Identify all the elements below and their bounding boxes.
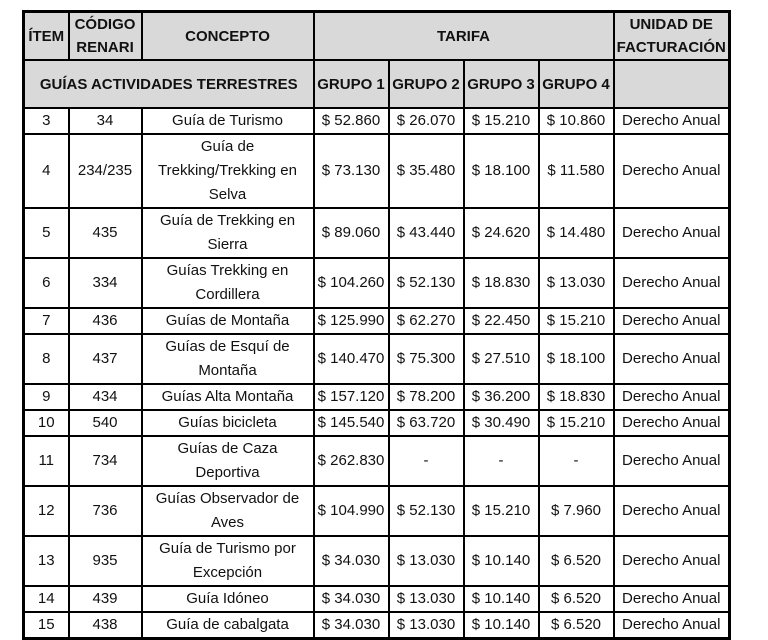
cell-concepto: Guías Alta Montaña	[142, 384, 314, 410]
cell-unidad: Derecho Anual	[614, 258, 730, 308]
cell-grupo-3: $ 30.490	[464, 410, 539, 436]
cell-concepto: Guías de Esquí de Montaña	[142, 334, 314, 384]
cell-item: 5	[24, 208, 69, 258]
table-row	[24, 258, 730, 308]
cell-grupo-2: $ 26.070	[389, 108, 464, 134]
cell-codigo: 437	[69, 334, 142, 384]
table-row	[24, 384, 730, 410]
table-row	[24, 308, 730, 334]
cell-grupo-2: $ 63.720	[389, 410, 464, 436]
cell-unidad: Derecho Anual	[614, 486, 730, 536]
cell-grupo-2: $ 35.480	[389, 134, 464, 208]
cell-grupo-4: $ 6.520	[539, 536, 614, 586]
cell-codigo: 438	[69, 612, 142, 639]
cell-codigo: 234/235	[69, 134, 142, 208]
cell-grupo-1: $ 104.260	[314, 258, 389, 308]
cell-grupo-3: $ 22.450	[464, 308, 539, 334]
tariff-table	[22, 10, 731, 640]
cell-concepto: Guía de Turismo	[142, 108, 314, 134]
cell-codigo: 436	[69, 308, 142, 334]
cell-grupo-4: $ 13.030	[539, 258, 614, 308]
cell-grupo-1: $ 34.030	[314, 536, 389, 586]
table-row	[24, 436, 730, 486]
cell-grupo-4: $ 18.100	[539, 334, 614, 384]
header-row-sub	[24, 60, 730, 108]
cell-concepto: Guía Idóneo	[142, 586, 314, 612]
header-unidad-facturacion: UNIDAD DE FACTURACIÓN	[614, 12, 730, 61]
cell-unidad: Derecho Anual	[614, 334, 730, 384]
cell-item: 4	[24, 134, 69, 208]
cell-grupo-2: $ 78.200	[389, 384, 464, 410]
cell-concepto: Guías bicicleta	[142, 410, 314, 436]
cell-concepto: Guía de Turismo por Excepción	[142, 536, 314, 586]
cell-item: 7	[24, 308, 69, 334]
cell-concepto: Guía de Trekking/Trekking en Selva	[142, 134, 314, 208]
header-row-main	[24, 12, 730, 61]
header-codigo-renari: CÓDIGO RENARI	[69, 12, 142, 61]
table-row	[24, 486, 730, 536]
cell-grupo-3: $ 15.210	[464, 486, 539, 536]
cell-grupo-1: $ 125.990	[314, 308, 389, 334]
cell-grupo-2: $ 62.270	[389, 308, 464, 334]
cell-item: 9	[24, 384, 69, 410]
cell-unidad: Derecho Anual	[614, 108, 730, 134]
cell-item: 12	[24, 486, 69, 536]
cell-codigo: 34	[69, 108, 142, 134]
cell-grupo-1: $ 262.830	[314, 436, 389, 486]
tariff-table-container	[22, 10, 731, 640]
cell-codigo: 935	[69, 536, 142, 586]
cell-concepto: Guía de cabalgata	[142, 612, 314, 639]
cell-grupo-4: $ 6.520	[539, 612, 614, 639]
cell-codigo: 540	[69, 410, 142, 436]
cell-grupo-1: $ 140.470	[314, 334, 389, 384]
section-title: GUÍAS ACTIVIDADES TERRESTRES	[24, 60, 314, 108]
header-unidad-empty	[614, 60, 730, 108]
cell-item: 6	[24, 258, 69, 308]
cell-grupo-2: $ 52.130	[389, 258, 464, 308]
cell-codigo: 435	[69, 208, 142, 258]
cell-grupo-3: $ 18.100	[464, 134, 539, 208]
cell-concepto: Guías de Montaña	[142, 308, 314, 334]
cell-grupo-1: $ 145.540	[314, 410, 389, 436]
cell-unidad: Derecho Anual	[614, 410, 730, 436]
cell-grupo-4: $ 18.830	[539, 384, 614, 410]
cell-codigo: 439	[69, 586, 142, 612]
cell-grupo-4: $ 6.520	[539, 586, 614, 612]
cell-grupo-3: $ 15.210	[464, 108, 539, 134]
cell-grupo-3: $ 10.140	[464, 536, 539, 586]
cell-grupo-4: $ 14.480	[539, 208, 614, 258]
cell-codigo: 736	[69, 486, 142, 536]
cell-concepto: Guías Observador de Aves	[142, 486, 314, 536]
cell-concepto: Guías de Caza Deportiva	[142, 436, 314, 486]
cell-item: 3	[24, 108, 69, 134]
cell-unidad: Derecho Anual	[614, 134, 730, 208]
cell-grupo-2: -	[389, 436, 464, 486]
cell-grupo-1: $ 34.030	[314, 586, 389, 612]
cell-grupo-2: $ 13.030	[389, 612, 464, 639]
cell-grupo-4: $ 15.210	[539, 308, 614, 334]
cell-unidad: Derecho Anual	[614, 612, 730, 639]
cell-grupo-4: $ 10.860	[539, 108, 614, 134]
table-row	[24, 108, 730, 134]
cell-concepto: Guía de Trekking en Sierra	[142, 208, 314, 258]
cell-unidad: Derecho Anual	[614, 536, 730, 586]
cell-item: 10	[24, 410, 69, 436]
cell-grupo-4: $ 15.210	[539, 410, 614, 436]
table-row	[24, 612, 730, 639]
cell-unidad: Derecho Anual	[614, 384, 730, 410]
cell-grupo-1: $ 34.030	[314, 612, 389, 639]
cell-grupo-1: $ 73.130	[314, 134, 389, 208]
cell-unidad: Derecho Anual	[614, 436, 730, 486]
cell-unidad: Derecho Anual	[614, 308, 730, 334]
cell-grupo-1: $ 157.120	[314, 384, 389, 410]
table-row	[24, 134, 730, 208]
cell-grupo-2: $ 52.130	[389, 486, 464, 536]
header-item: ÍTEM	[24, 12, 69, 61]
cell-grupo-3: $ 27.510	[464, 334, 539, 384]
table-row	[24, 208, 730, 258]
cell-concepto: Guías Trekking en Cordillera	[142, 258, 314, 308]
cell-grupo-3: $ 24.620	[464, 208, 539, 258]
cell-grupo-2: $ 13.030	[389, 586, 464, 612]
cell-grupo-1: $ 104.990	[314, 486, 389, 536]
cell-grupo-3: $ 10.140	[464, 586, 539, 612]
cell-unidad: Derecho Anual	[614, 586, 730, 612]
cell-grupo-2: $ 43.440	[389, 208, 464, 258]
cell-grupo-4: -	[539, 436, 614, 486]
header-grupo-1: GRUPO 1	[314, 60, 389, 108]
table-row	[24, 586, 730, 612]
cell-grupo-4: $ 11.580	[539, 134, 614, 208]
cell-grupo-1: $ 52.860	[314, 108, 389, 134]
cell-item: 14	[24, 586, 69, 612]
cell-unidad: Derecho Anual	[614, 208, 730, 258]
header-tarifa: TARIFA	[314, 12, 614, 61]
cell-codigo: 434	[69, 384, 142, 410]
cell-item: 15	[24, 612, 69, 639]
cell-grupo-4: $ 7.960	[539, 486, 614, 536]
cell-item: 8	[24, 334, 69, 384]
cell-item: 13	[24, 536, 69, 586]
cell-codigo: 334	[69, 258, 142, 308]
cell-codigo: 734	[69, 436, 142, 486]
cell-grupo-3: -	[464, 436, 539, 486]
header-grupo-2: GRUPO 2	[389, 60, 464, 108]
header-grupo-3: GRUPO 3	[464, 60, 539, 108]
cell-grupo-2: $ 13.030	[389, 536, 464, 586]
cell-grupo-3: $ 18.830	[464, 258, 539, 308]
header-grupo-4: GRUPO 4	[539, 60, 614, 108]
table-row	[24, 536, 730, 586]
cell-grupo-3: $ 10.140	[464, 612, 539, 639]
table-row	[24, 410, 730, 436]
header-concepto: CONCEPTO	[142, 12, 314, 61]
table-row	[24, 334, 730, 384]
cell-grupo-3: $ 36.200	[464, 384, 539, 410]
cell-grupo-1: $ 89.060	[314, 208, 389, 258]
cell-item: 11	[24, 436, 69, 486]
cell-grupo-2: $ 75.300	[389, 334, 464, 384]
